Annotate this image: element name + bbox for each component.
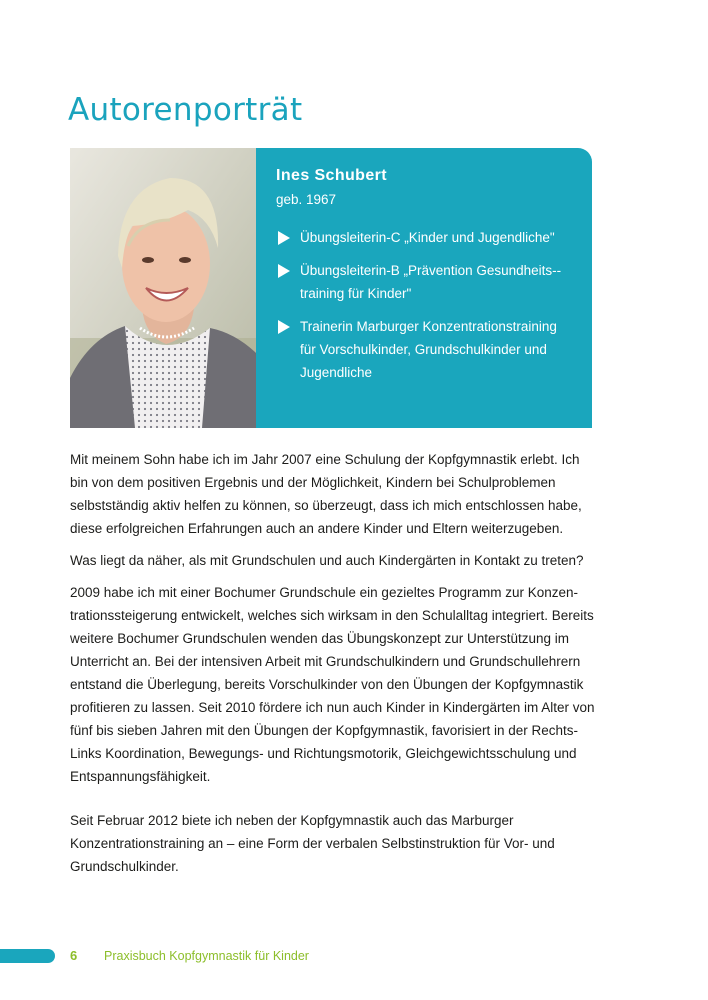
footer-accent-bar: [0, 949, 55, 963]
body-text: [70, 448, 600, 887]
running-title: Praxisbuch Kopfgymnastik für Kinder: [104, 949, 309, 963]
paragraph: 2009 habe ich mit einer Bochumer Grundschule ein gezieltes Programm zur Konzentrationssteigerung entwickelt, welches sich wirksam in den Schulalltag integriert. Bereits weitere Bochumer Grundschulen wenden das Übungskonzept zur Unterstützung im Unterricht an. Bei der intensiven Arbeit mit Grundschulkindern und Grundschullehrern entstand die Überlegung, bereits Vorschulkinder von den Übungen der Kopfgymnastik profitieren zu lassen. Seit 2010 fördere ich nun auch Kinder in Kindergärten im Alter von fünf bis sieben Jahren mit den Übungen der Kopfgymnastik, favorisiert in der Rechts-Links Koordination, Bewegungs- und Richtungsmotorik, Gleichgewichtsschulung und Entspannungsfähigkeit.: [70, 585, 595, 784]
qualification-item: [276, 259, 576, 305]
author-name: Ines Schubert: [276, 167, 388, 184]
qualification-list: [276, 226, 576, 384]
qualification-text: Übungsleiterin-B „Prävention Gesundheits-training für Kinder": [300, 263, 562, 301]
paragraph: Was liegt da näher, als mit Grundschulen und auch Kindergärten in Kontakt zu treten?: [70, 553, 584, 568]
paragraph: Mit meinem Sohn habe ich im Jahr 2007 eine Schulung der Kopfgymnastik erlebt. Ich bin von dem positiven Ergebnis und der Möglichkeit, Kindern bei Schulproblemen selbstständig aktiv helfen zu können, so überzeugt, dass ich mich entschlossen habe, diese erfolgreichen Erfahrungen auch an andere Kinder und Eltern weiterzugeben.: [70, 452, 582, 536]
qualification-item: [276, 315, 576, 384]
author-birth-year: geb. 1967: [276, 192, 337, 207]
qualification-item: [276, 226, 576, 249]
arrow-right-icon: [278, 231, 290, 245]
page-number: 6: [70, 948, 78, 963]
page-title: Autorenporträt: [68, 92, 303, 128]
author-profile-card: [70, 148, 592, 428]
author-portrait: [70, 148, 256, 428]
author-info: [276, 166, 576, 394]
paragraph: Seit Februar 2012 biete ich neben der Kopfgymnastik auch das Marburger Konzentrationstraining an – eine Form der verbalen Selbstinstruktion für Vor- und Grundschulkinder.: [70, 813, 555, 874]
qualification-text: Trainerin Marburger Konzentrationstraining für Vorschulkinder, Grundschulkinder und Jugendliche: [300, 319, 557, 380]
portrait-photo-icon: [70, 148, 256, 428]
qualification-text: Übungsleiterin-C „Kinder und Jugendliche": [300, 230, 555, 245]
arrow-right-icon: [278, 264, 290, 278]
arrow-right-icon: [278, 320, 290, 334]
